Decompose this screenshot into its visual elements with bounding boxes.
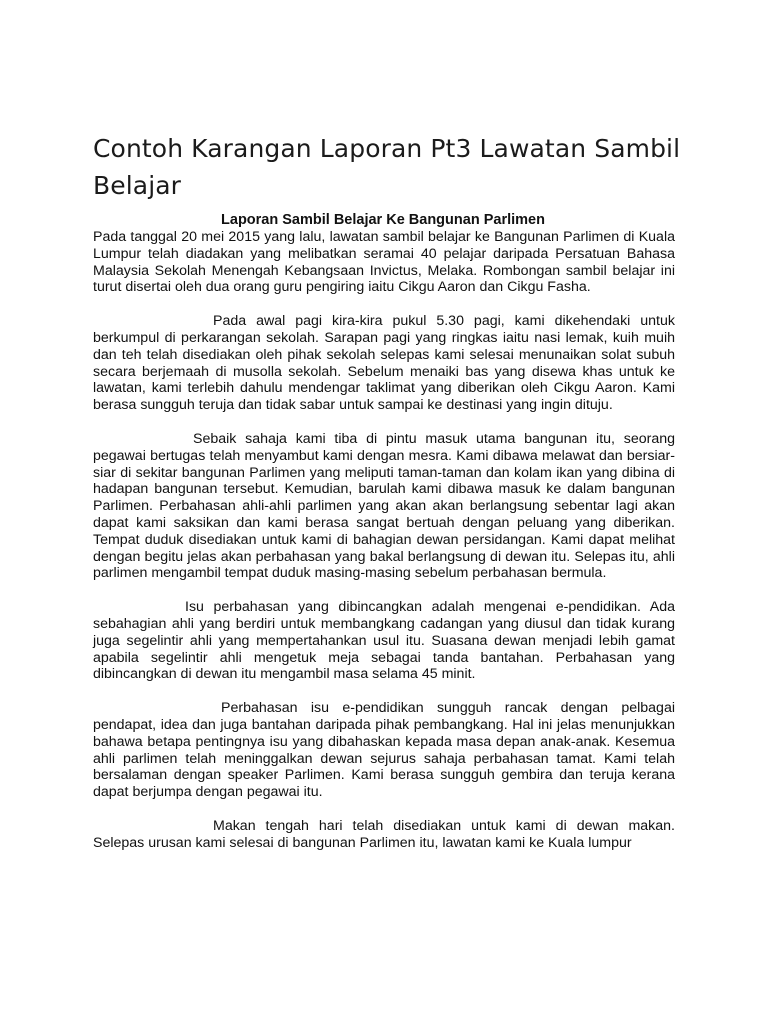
paragraph-3: Sebaik sahaja kami tiba di pintu masuk utama bangunan itu, seorang pegawai bertugas telah menyambut kami dengan mesra. Kami dibawa melawat dan bersiar-siar di sekitar bangunan Parlimen yang meliputi taman-taman dan kolam ikan yang dibina di hadapan bangunan tersebut. Kemudian, barulah kami dibawa masuk ke dalam bangunan Parlimen. Perbahasan ahli-ahli parlimen yang akan akan berlangsung sebentar lagi akan dapat kami saksikan dan kami berasa sangat bertuah dengan peluang yang diberikan. Tempat duduk disediakan untuk kami di bahagian dewan persidangan. Kami dapat melihat dengan begitu jelas akan perbahasan yang bakal berlangsung di dewan itu. Selepas itu, ahli parlimen mengambil tempat duduk masing-masing sebelum perbahasan bermula. <box>93 430 675 582</box>
paragraph-2: Pada awal pagi kira-kira pukul 5.30 pagi, kami dikehendaki untuk berkumpul di perkarangan sekolah. Sarapan pagi yang ringkas iaitu nasi lemak, kuih muih dan teh telah disediakan oleh pihak sekolah selepas kami selesai menunaikan solat subuh secara berjemaah di musolla sekolah. Sebelum menaiki bas yang disewa khas untuk ke lawatan, kami terlebih dahulu mendengar taklimat yang diberikan oleh Cikgu Aaron. Kami berasa sungguh teruja dan tidak sabar untuk sampai ke destinasi yang ingin dituju. <box>93 313 675 414</box>
paragraph-4: Isu perbahasan yang dibincangkan adalah mengenai e-pendidikan. Ada sebahagian ahli yang berdiri untuk membangkang cadangan yang diusul dan tidak kurang juga segelintir ahli yang mempertahankan usul itu. Suasana dewan menjadi lebih gamat apabila segelintir ahli mengetuk meja sebagai tanda bantahan. Perbahasan yang dibincangkan di dewan itu mengambil masa selama 45 minit. <box>93 599 675 683</box>
paragraph-5: Perbahasan isu e-pendidikan sungguh rancak dengan pelbagai pendapat, idea dan juga bantahan daripada pihak pembangkang. Hal ini jelas menunjukkan bahawa betapa pentingnya isu yang dibahaskan kepada masa depan anak-anak. Kesemua ahli parlimen telah meninggalkan dewan sejurus sahaja perbahasan tamat. Kami telah bersalaman dengan speaker Parlimen. Kami berasa sungguh gembira dan teruja kerana dapat berjumpa dengan pegawai itu. <box>93 700 675 801</box>
report-heading-text: Laporan Sambil Belajar Ke Bangunan Parlimen <box>221 212 545 228</box>
paragraph-1: Pada tanggal 20 mei 2015 yang lalu, lawatan sambil belajar ke Bangunan Parlimen di Kuala Lumpur telah diadakan yang melibatkan seramai 40 pelajar daripada Persatuan Bahasa Malaysia Sekolah Menengah Kebangsaan Invictus, Melaka. Rombongan sambil belajar ini turut disertai oleh dua orang guru pengiring iaitu Cikgu Aaron dan Cikgu Fasha. <box>93 229 675 296</box>
report-body <box>93 229 675 852</box>
report-heading <box>0 212 768 228</box>
page-title: Contoh Karangan Laporan Pt3 Lawatan Sambil Belajar <box>93 134 681 200</box>
paragraph-6: Makan tengah hari telah disediakan untuk kami di dewan makan. Selepas urusan kami selesai di bangunan Parlimen itu, lawatan kami ke Kuala lumpur <box>93 817 675 851</box>
